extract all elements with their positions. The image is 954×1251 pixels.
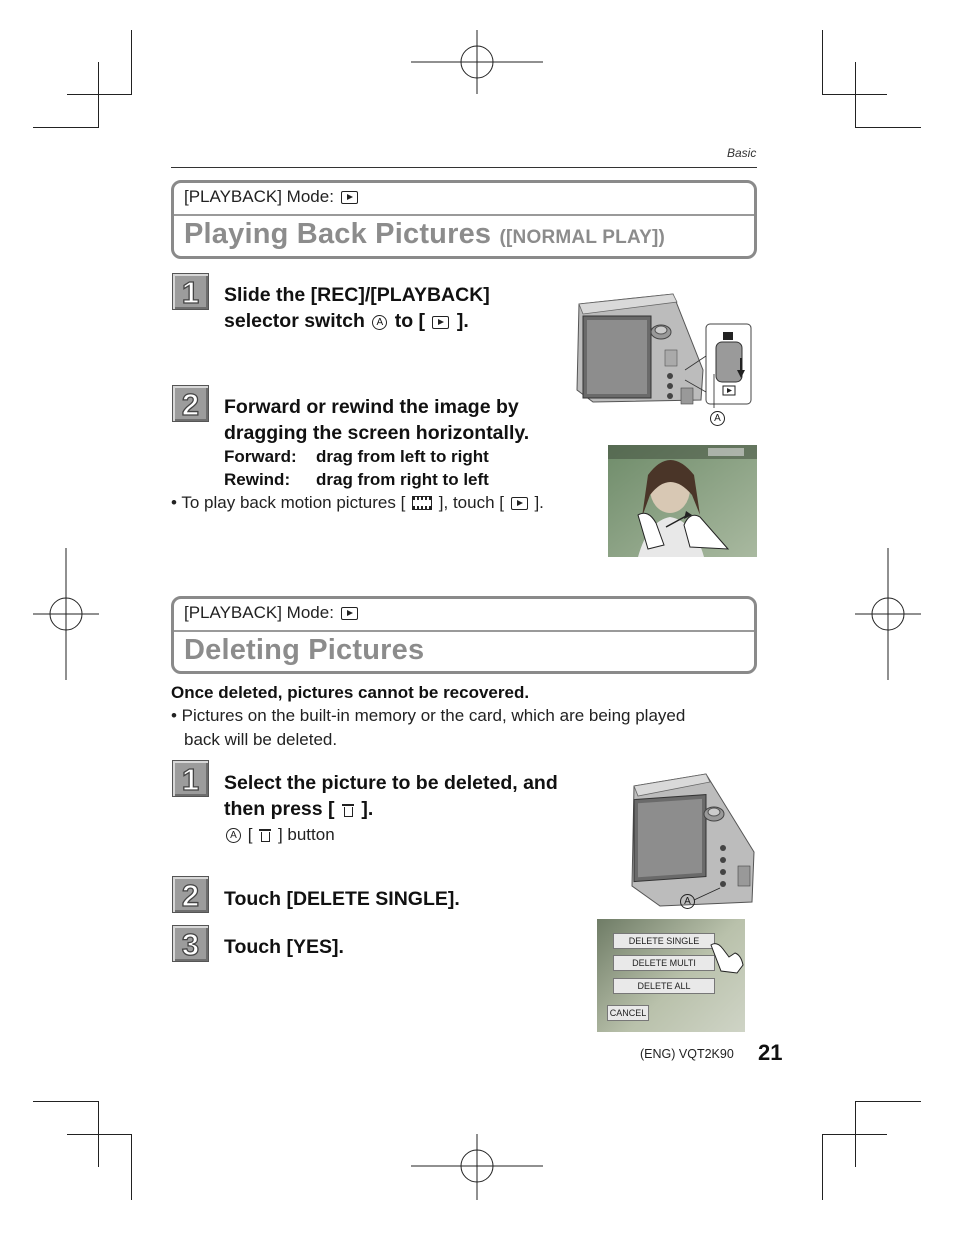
delete-step-1-instruction: Select the picture to be deleted, and then press [ ].: [224, 772, 558, 820]
section-title: Deleting Pictures: [184, 634, 425, 666]
title-divider: [174, 214, 754, 216]
step-number-3: 3: [172, 925, 209, 962]
trash-icon: [259, 827, 271, 842]
playback-icon: [432, 316, 449, 329]
motion-picture-note: • To play back motion pictures [ ], touch [ ].: [171, 493, 544, 512]
playback-icon: [341, 607, 358, 620]
delete-step-2-instruction: Touch [DELETE SINGLE].: [224, 888, 460, 910]
step-number-1: 1: [172, 273, 209, 310]
mode-label: [PLAYBACK] Mode:: [184, 603, 360, 623]
title-divider: [174, 630, 754, 632]
menu-cancel-button: CANCEL: [607, 1005, 649, 1021]
section-title-box-playback: [171, 180, 757, 259]
marker-a: A: [226, 828, 241, 843]
illustration-marker: A: [708, 410, 727, 428]
section-title-box-delete: [171, 596, 757, 674]
camera-delete-button-illustration: [628, 770, 758, 910]
camera-selector-switch-illustration: [573, 290, 763, 425]
touch-hand-icon: [707, 935, 745, 975]
delete-note-line-1: • Pictures on the built-in memory or the card, which are being played: [171, 706, 686, 725]
step-2-instruction: Forward or rewind the image by dragging the screen horizontally.: [224, 396, 530, 444]
delete-menu-screen-illustration: [597, 919, 745, 1032]
drag-playback-screen-illustration: [608, 445, 757, 557]
section-label: Basic: [727, 146, 757, 160]
forward-description: drag from left to right: [316, 447, 489, 466]
page-number: 21: [758, 1040, 783, 1065]
header-rule: [171, 167, 757, 168]
page-subtitle: ([NORMAL PLAY]): [499, 227, 666, 248]
playback-icon: [341, 191, 358, 204]
step-1-instruction: Slide the [REC]/[PLAYBACK] selector switch A to [ ].: [224, 284, 490, 332]
trash-icon: [342, 802, 354, 817]
rewind-label: Rewind:: [224, 470, 291, 489]
playback-icon: [511, 497, 528, 510]
rewind-description: drag from right to left: [316, 470, 489, 489]
delete-warning: Once deleted, pictures cannot be recovered.: [171, 683, 530, 702]
mode-label: [PLAYBACK] Mode:: [184, 187, 360, 207]
delete-note-line-2: back will be deleted.: [184, 730, 338, 749]
page-title: Playing Back Pictures ([NORMAL PLAY]): [184, 218, 666, 250]
marker-a: A: [372, 315, 387, 330]
forward-label: Forward:: [224, 447, 297, 466]
delete-step-3-instruction: Touch [YES].: [224, 936, 344, 958]
step-number-1: 1: [172, 760, 209, 797]
menu-item-delete-single: DELETE SINGLE: [613, 933, 715, 949]
step-number-2: 2: [172, 385, 209, 422]
motion-picture-icon: [412, 496, 432, 510]
document-code: (ENG) VQT2K90: [640, 1047, 734, 1061]
menu-item-delete-multi: DELETE MULTI: [613, 955, 715, 971]
illustration-marker: A: [678, 893, 697, 911]
step-number-2: 2: [172, 876, 209, 913]
menu-item-delete-all: DELETE ALL: [613, 978, 715, 994]
trash-button-caption: A [ ] button: [224, 823, 335, 847]
